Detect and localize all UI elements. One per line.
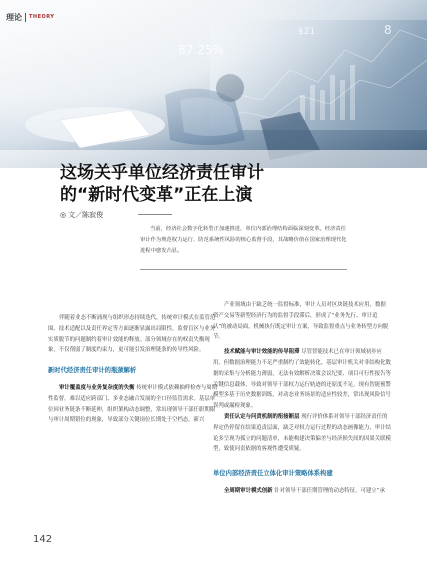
paragraph bbox=[213, 412, 391, 455]
section-heading: 单位内部经济责任立体化审计策略体系构建 bbox=[213, 470, 333, 478]
paragraph bbox=[213, 486, 391, 497]
paragraph-body: 现行评价体系对领导干部经济责任的界定仍停留在结果追责层面，缺乏对权力运行过程的动态画像能力，审计结论多呈现为孤立的问题清单，未能构建决策偏差与经济损失间的因果关联模型，致使问责依据的客观性遭受质疑。 bbox=[213, 413, 391, 453]
page-number: 142 bbox=[33, 534, 53, 545]
title-line-2: 的“新时代变革”正在上演 bbox=[60, 185, 253, 205]
right-column bbox=[213, 300, 391, 497]
article-title bbox=[60, 162, 360, 206]
hero-image bbox=[0, 0, 427, 168]
section-name: 理论 bbox=[6, 12, 22, 22]
hero-number-2: $21 bbox=[298, 27, 316, 37]
paragraph: 产业领域由于缺乏统一监督标准，审计人员对区块链技术应用、数据资产交易等新型经济行为的监督手段滞后，形成了“业务先行、审计追认”的被动局面，机械执行既定审计方案，导致监督重点与业务转型方向脱节。 bbox=[213, 302, 389, 341]
byline-divider bbox=[138, 214, 172, 215]
paragraph-body: 针对领导干部任期管理的动态特征，可建立“承 bbox=[274, 487, 385, 494]
byline-icon: ◎ bbox=[60, 211, 67, 219]
abstract-divider bbox=[140, 269, 347, 270]
paragraph bbox=[213, 347, 391, 412]
section-heading: 新时代经济责任审计的瓶颈解析 bbox=[48, 367, 137, 375]
paragraph-lead: 技术赋能与审计效能的传导阻滞 bbox=[224, 349, 300, 356]
paragraph-lead: 审计覆盖度与业务复杂度的失衡 bbox=[59, 384, 135, 391]
hero-number-1: 87.25% bbox=[178, 43, 224, 57]
paragraph: 伴随着业态不断涌现与组织形态持续迭代，传统审计模式在监管范围、技术适配以及责任界定等方面逐渐显露出局限性，监督盲区与业务实质脱节的问题制约着审计效能的释放。部分领域存在的权责失衡现象，不仅削弱了制度约束力，更可能引发治理链条的传导性风险。 bbox=[48, 315, 216, 354]
hero-number-3: 8 bbox=[384, 23, 392, 37]
byline bbox=[60, 210, 103, 220]
paragraph-lead: 责任认定与问责机制的衔接断层 bbox=[224, 413, 300, 420]
article-abstract bbox=[140, 224, 347, 257]
section-tag: THEORY bbox=[29, 14, 55, 20]
abstract-text: 当前，经济社会数字化转型正加速推进，单位内部治理结构面临深刻变革。经济责任审计作为规范权力运行、防范系统性风险的核心监督手段，其战略价值在国家治理现代化进程中愈发凸显。 bbox=[140, 226, 347, 254]
page-footer-area bbox=[0, 548, 427, 573]
left-column bbox=[48, 313, 220, 426]
title-line-1: 这场关乎单位经济责任审计 bbox=[60, 163, 264, 183]
paragraph-body: 尽管智能技术已在审计领域初步应用，但数据治理能力不足严重制约了效能转化。基层审计机关对非结构化数据的采集与分析能力薄弱，无法有效解析决策会议纪要、项目可行性报告等关键信息载体，导致对领导干部权力运行轨迹的还原度不足。现有智能预警模型多基于历史数据训练，对动态业务场景的适应性较差，常出现风险信号误判或漏检现象。 bbox=[213, 349, 391, 410]
author: 文／陈寂俊 bbox=[68, 211, 104, 219]
paragraph-body: 传统审计模式依赖抽样检查与周期性监督，难以适应跨部门、多业态融合发展的全口径监管需求。基层单位因业务链条不断延伸，组织架构动态调整，常出现领导干部任职期限与审计周期错位的现象，导致部分关键岗位长期处于空档态。新兴 bbox=[48, 384, 218, 424]
section-header bbox=[6, 10, 54, 24]
paragraph bbox=[48, 383, 220, 426]
section-divider bbox=[25, 13, 26, 22]
paragraph-lead: 全周期审计模式创新 bbox=[224, 487, 273, 494]
hero-photo-collage bbox=[0, 0, 427, 168]
